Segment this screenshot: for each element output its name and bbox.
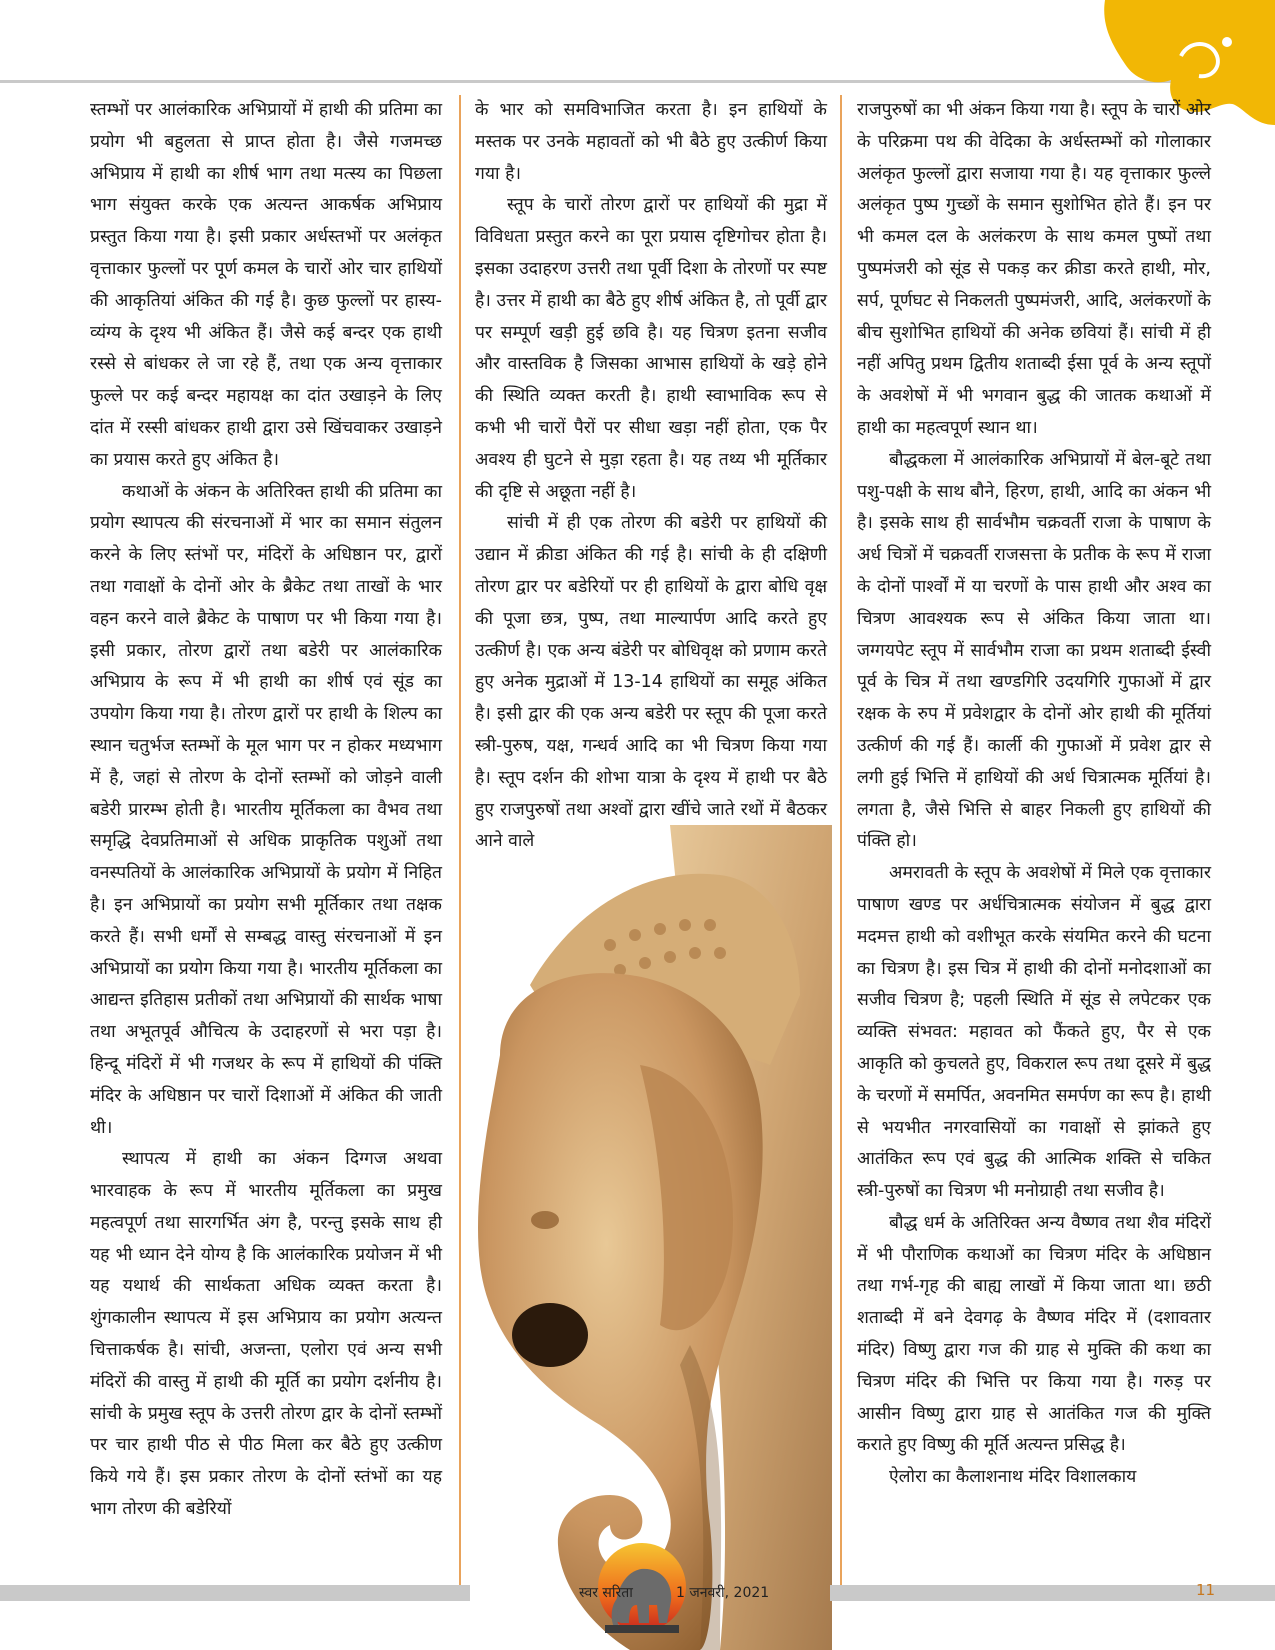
- article-column-1: [90, 95, 442, 1526]
- magazine-name: स्वर सरिता: [579, 1585, 633, 1601]
- paragraph: स्थापत्य में हाथी का अंकन दिग्गज अथवा भारवाहक के रूप में भारतीय मूर्तिकला का प्रमुख महत्वपूर्ण तथा सारगर्भित अंग है, परन्तु इसके साथ ही यह भी ध्यान देने योग्य है कि आलंकारिक प्रयोजन में भी यह यथार्थ की सार्थकता अधिक व्यक्त करता है। शुंगकालीन स्थापत्य में इस अभिप्राय का प्रयोग अत्यन्त चित्ताकर्षक है। सांची, अजन्ता, एलोरा एवं अन्य सभी मंदिरों की वास्तु में हाथी की मूर्ति का प्रयोग दर्शनीय है। सांची के प्रमुख स्तूप के उत्तरी तोरण द्वार के दोनों स्तम्भों पर चार हाथी पीठ से पीठ मिला कर बैठे हुए उत्कीण किये गये हैं। इस प्रकार तोरण के दोनों स्तंभों का यह भाग तोरण की बडेरियों: [90, 1149, 442, 1520]
- page-number: 11: [1196, 1581, 1216, 1599]
- paragraph: बौद्धकला में आलंकारिक अभिप्रायों में बेल-बूटे तथा पशु-पक्षी के साथ बौने, हिरण, हाथी, आदि का अंकन भी है। इसके साथ ही सार्वभौम चक्रवर्ती राजा के पाषाण के अर्ध चित्रों में चक्रवर्ती राजसत्ता के प्रतीक के रूप में राजा के दोनों पार्श्वों में या चरणों के पास हाथी और अश्व का चित्रण आवश्यक रूप से अंकित किया जाता था। जग्गयपेट स्तूप में सार्वभौम राजा का प्रथम शताब्दी ईस्वी पूर्व के चित्र में तथा खण्डगिरि उदयगिरि गुफाओं में द्वार रक्षक के रुप में प्रवेशद्वार के दोनों ओर हाथी की मूर्तियां उत्कीर्ण की गई हैं। कार्ली की गुफाओं में प्रवेश द्वार से लगी हुई भित्ति में हाथियों की अर्ध चित्रात्मक मूर्तियां है। लगता है, जैसे भित्ति से बाहर निकली हुए हाथियों की पंक्ति हो।: [857, 449, 1211, 852]
- column-divider: [840, 95, 842, 1600]
- paragraph: राजपुरुषों का भी अंकन किया गया है। स्तूप के चारों ओर के परिक्रमा पथ की वेदिका के अर्धस्तम्भों को गोलाकार अलंकृत फुल्लों द्वारा सजाया गया है। यह वृत्ताकार फुल्ले अलंकृत पुष्प गुच्छों के समान सुशोभित होते हैं। इन पर भी कमल दल के अलंकरण के साथ कमल पुष्पों तथा पुष्पमंजरी को सूंड से पकड़ कर क्रीडा करते हाथी, मोर, सर्प, पूर्णघट से निकलती पुष्पमंजरी, आदि, अलंकरणों के बीच सुशोभित हाथियों की अनेक छवियां हैं। सांची में ही नहीं अपितु प्रथम द्वितीय शताब्दी ईसा पूर्व के अन्य स्तूपों के अवशेषों में भी भगवान बुद्ध की जातक कथाओं में हाथी का महत्वपूर्ण स्थान था।: [857, 100, 1211, 438]
- column-divider: [459, 95, 461, 1600]
- paragraph: सांची में ही एक तोरण की बडेरी पर हाथियों की उद्यान में क्रीडा अंकित की गई है। सांची के ही दक्षिणी तोरण द्वार पर बडेरियों पर ही हाथियों के द्वारा बोधि वृक्ष की पूजा छत्र, पुष्प, तथा माल्यार्पण आदि करते हुए उत्कीर्ण है। एक अन्य बंडेरी पर बोधिवृक्ष को प्रणाम करते हुए अनेक मुद्राओं में 13-14 हाथियों का समूह अंकित है। इसी द्वार की एक अन्य बडेरी पर स्तूप की पूजा करते स्त्री-पुरुष, यक्ष, गन्धर्व आदि का भी चित्रण किया गया है। स्तूप दर्शन की शोभा यात्रा के दृश्य में हाथी पर बैठे हुए राजपुरुषों तथा अश्वों द्वारा खींचे जाते रथों में बैठकर आने वाले: [475, 513, 827, 852]
- paragraph: कथाओं के अंकन के अतिरिक्त हाथी की प्रतिमा का प्रयोग स्थापत्य की संरचनाओं में भार का समान संतुलन करने के लिए स्तंभों पर, मंदिरों के अधिष्ठान पर, द्वारों तथा गवाक्षों के दोनों ओर के ब्रैकेट तथा ताखों के भार वहन करने वाले ब्रैकेट के पाषाण पर भी किया गया है। इसी प्रकार, तोरण द्वारों तथा बडेरी पर आलंकारिक अभिप्राय के रूप में भी हाथी का शीर्ष एवं सूंड का उपयोग किया गया है। तोरण द्वारों पर हाथी के शिल्प का स्थान चतुर्भज स्तम्भों के मूल भाग पर न होकर मध्यभाग में है, जहां से तोरण के दोनों स्तम्भों को जोड़ने वाली बडेरी प्रारम्भ होती है। भारतीय मूर्तिकला का वैभव तथा समृद्धि देवप्रतिमाओं से अधिक प्राकृतिक पशुओं तथा वनस्पतियों के आलंकारिक अभिप्रायों के प्रयोग में निहित है। इन अभिप्रायों का प्रयोग सभी मूर्तिकार तथा तक्षक करते हैं। सभी धर्मों से सम्बद्ध वास्तु संरचनाओं में इन अभिप्रायों का प्रयोग किया गया है। भारतीय मूर्तिकला का आद्यन्त इतिहास प्रतीकों तथा अभिप्रायों की सार्थक भाषा तथा अभूतपूर्व औचित्य के उदाहरणों से भरा पड़ा है। हिन्दू मंदिरों में भी गजथर के रूप में हाथियों की पंक्ति मंदिर के अधिष्ठान पर चारों दिशाओं में अंकित की जाती थी।: [90, 481, 442, 1138]
- paragraph: अमरावती के स्तूप के अवशेषों में मिले एक वृत्ताकार पाषाण खण्ड पर अर्धचित्रात्मक संयोजन में बुद्ध द्वारा मदमत्त हाथी को वशीभूत करके संयमित करने की घटना का चित्रण है। इस चित्र में हाथी की दोनों मनोदशाओं का सजीव चित्रण है; पहली स्थिति में सूंड से लपेटकर एक व्यक्ति संभवत: महावत को फैंकते हुए, पैर से एक आकृति को कुचलते हुए, विकराल रूप तथा दूसरे में बुद्ध के चरणों में समर्पित, अवनमित समर्पण का रूप है। हाथी से भयभीत नगरवासियों का गवाक्षों से झांकते हुए आतंकित रूप एवं बुद्ध की आत्मिक शक्ति से चकित स्त्री-पुरुषों का चित्रण भी मनोग्राही तथा सजीव है।: [857, 863, 1211, 1202]
- article-column-2: [475, 95, 827, 858]
- issue-date: 1 जनवरी, 2021: [676, 1585, 770, 1601]
- paragraph: स्तूप के चारों तोरण द्वारों पर हाथियों की मुद्रा में विविधता प्रस्तुत करने का पूरा प्रयास दृष्टिगोचर होता है। इसका उदाहरण उत्तरी तथा पूर्वी दिशा के तोरणों पर स्पष्ट है। उत्तर में हाथी का बैठे हुए शीर्ष अंकित है, तो पूर्वी द्वार पर सम्पूर्ण खड़ी हुई छवि है। यह चित्रण इतना सजीव और वास्तविक है जिसका आभास हाथियों के खड़े होने की स्थिति व्यक्त करती है। हाथी स्वाभाविक रूप से कभी भी चारों पैरों पर सीधा खड़ा नहीं होता, एक पैर अवश्य ही घुटने से मुड़ा रहता है। यह तथ्य भी मूर्तिकार की दृष्टि से अछूता नहीं है।: [475, 195, 827, 502]
- paragraph: स्तम्भों पर आलंकारिक अभिप्रायों में हाथी की प्रतिमा का प्रयोग भी बहुलता से प्राप्त होता है। जैसे गजमच्छ अभिप्राय में हाथी का शीर्ष भाग तथा मत्स्य का पिछला भाग संयुक्त करके एक अत्यन्त आकर्षक अभिप्राय प्रस्तुत किया गया है। इसी प्रकार अर्धस्तभों पर अलंकृत वृत्ताकार फुल्लों पर पूर्ण कमल के चारों ओर चार हाथियों की आकृतियां अंकित की गई है। कुछ फुल्लों पर हास्य-व्यंग्य के दृश्य भी अंकित हैं। जैसे कई बन्दर एक हाथी रस्से से बांधकर ले जा रहे हैं, तथा एक अन्य वृत्ताकार फुल्ले पर कई बन्दर महायक्ष का दांत उखाड़ने के लिए दांत में रस्सी बांधकर हाथी द्वारा उसे खिंचवाकर उखाड़ने का प्रयास करते हुए अंकित है।: [90, 100, 442, 470]
- paragraph: ऐलोरा का कैलाशनाथ मंदिर विशालकाय: [889, 1467, 1137, 1488]
- paragraph: बौद्ध धर्म के अतिरिक्त अन्य वैष्णव तथा शैव मंदिरों में भी पौराणिक कथाओं का चित्रण मंदिर के अधिष्ठान तथा गर्भ-गृह की बाह्य लाखों में किया जाता था। छठी शताब्दी में बने देवगढ़ के वैष्णव मंदिर में (दशावतार मंदिर) विष्णु द्वारा गज की ग्राह से मुक्ति की कथा का चित्रण मंदिर की भित्ति पर किया गया है। गरुड़ पर आसीन विष्णु द्वारा ग्राह से आतंकित गज की मुक्ति कराते हुए विष्णु की मूर्ति अत्यन्त प्रसिद्ध है।: [857, 1212, 1211, 1456]
- elephant-sculpture-image: [470, 825, 832, 1650]
- article-column-3: [857, 95, 1211, 1494]
- paragraph: के भार को समविभाजित करता है। इन हाथियों के मस्तक पर उनके महावतों को भी बैठे हुए उत्कीर्ण किया गया है।: [475, 100, 827, 184]
- header-rule: [0, 80, 1275, 83]
- footer-bar-left: [0, 1585, 470, 1601]
